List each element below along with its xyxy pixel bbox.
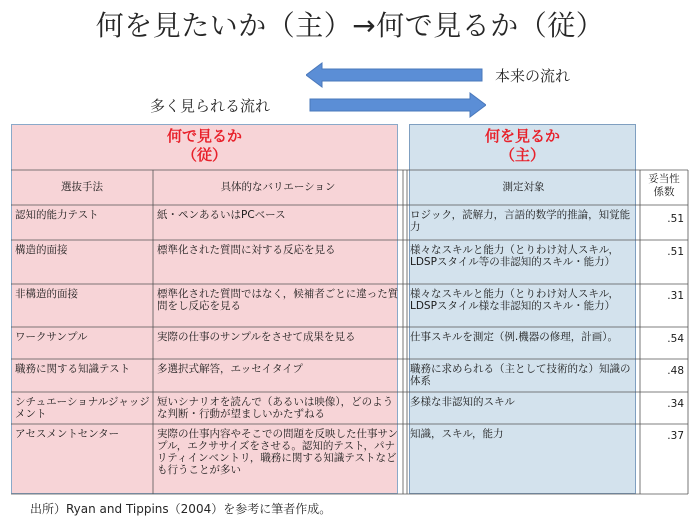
- right-arrow: [306, 92, 486, 118]
- row-6-target: 多様な非認知的スキル: [410, 396, 515, 408]
- row-5-validity: .48: [667, 365, 684, 377]
- row-5-target: 職務に求められる（主として技術的な）知識の体系: [410, 363, 631, 387]
- row-6-variation: 短いシナリオを読んで（あるいは映像），どのような判断・行動が望ましいかたずねる: [157, 396, 394, 420]
- header-validity: [640, 173, 688, 199]
- row-3-validity: .31: [667, 290, 684, 302]
- row-4-variation: 実際の仕事のサンプルをさせて成果を見る: [157, 331, 356, 343]
- row-5-variation: 多選択式解答，エッセイタイプ: [157, 363, 303, 375]
- row-2-method: 構造的面接: [15, 244, 68, 256]
- row-1-target: ロジック，読解力，言語的数学的推論，知覚能力: [410, 209, 631, 233]
- row-7-variation: 実際の仕事内容やそこでの問題を反映した仕事サンプル，エクササイズをさせる。認知的テスト，パナリティインベントリ，職務に関する知識テストなども行うことが多い: [157, 428, 398, 476]
- left-group-label: [11, 127, 398, 165]
- row-1-method: 認知的能力テスト: [15, 209, 99, 221]
- row-1-validity: .51: [667, 213, 684, 225]
- row-4-validity: .54: [667, 333, 684, 345]
- row-6-validity: .34: [667, 398, 684, 410]
- header-validity-line1: 妥当性: [648, 173, 680, 185]
- right-group-label-line1: 何を見るか: [484, 127, 560, 145]
- row-2-target: 様々なスキルと能力（とりわけ対人スキル，LDSPスタイル等の非認知的スキル・能力）: [410, 244, 619, 268]
- arrow-bottom-label: 多く見られる流れ: [150, 97, 271, 115]
- row-4-method: ワークサンプル: [15, 331, 88, 343]
- right-group-label-line2: （主）: [499, 146, 545, 164]
- row-6-method: シチュエーショナルジャッジメント: [15, 396, 150, 420]
- left-group-label-line2: （従）: [181, 146, 227, 164]
- row-4-target: 仕事スキルを測定（例.機器の修理，計画）。: [410, 331, 618, 343]
- row-2-validity: .51: [667, 246, 684, 258]
- row-3-target: 様々なスキルと能力（とりわけ対人スキル，LDSPスタイル様な非認知的スキル・能力）: [410, 288, 619, 312]
- header-target: 測定対象: [502, 181, 545, 193]
- arrow-top-label: 本来の流れ: [495, 67, 571, 85]
- row-7-target: 知識，スキル，能力: [410, 428, 504, 440]
- left-arrow: [306, 62, 486, 88]
- left-group-label-line1: 何で見るか: [166, 127, 242, 145]
- header-validity-line2: 係数: [653, 186, 675, 198]
- right-group-label: [409, 127, 636, 165]
- row-7-method: アセスメントセンター: [15, 428, 120, 440]
- row-3-method: 非構造的面接: [15, 288, 78, 300]
- row-7-validity: .37: [667, 430, 684, 442]
- row-1-variation: 紙・ペンあるいはPCベース: [157, 209, 286, 221]
- source-footnote: 出所）Ryan and Tippins（2004）を参考に筆者作成。: [30, 502, 332, 516]
- header-variation: 具体的なバリエーション: [220, 181, 336, 193]
- header-method: 選抜手法: [61, 181, 103, 193]
- slide-title: 何を見たいか（主）→何で見るか（従）: [95, 9, 605, 42]
- row-5-method: 職務に関する知識テスト: [15, 363, 131, 375]
- row-2-variation: 標準化された質問に対する反応を見る: [157, 244, 336, 256]
- row-3-variation: 標準化された質問ではなく，候補者ごとに違った質問をし反応を見る: [157, 288, 399, 312]
